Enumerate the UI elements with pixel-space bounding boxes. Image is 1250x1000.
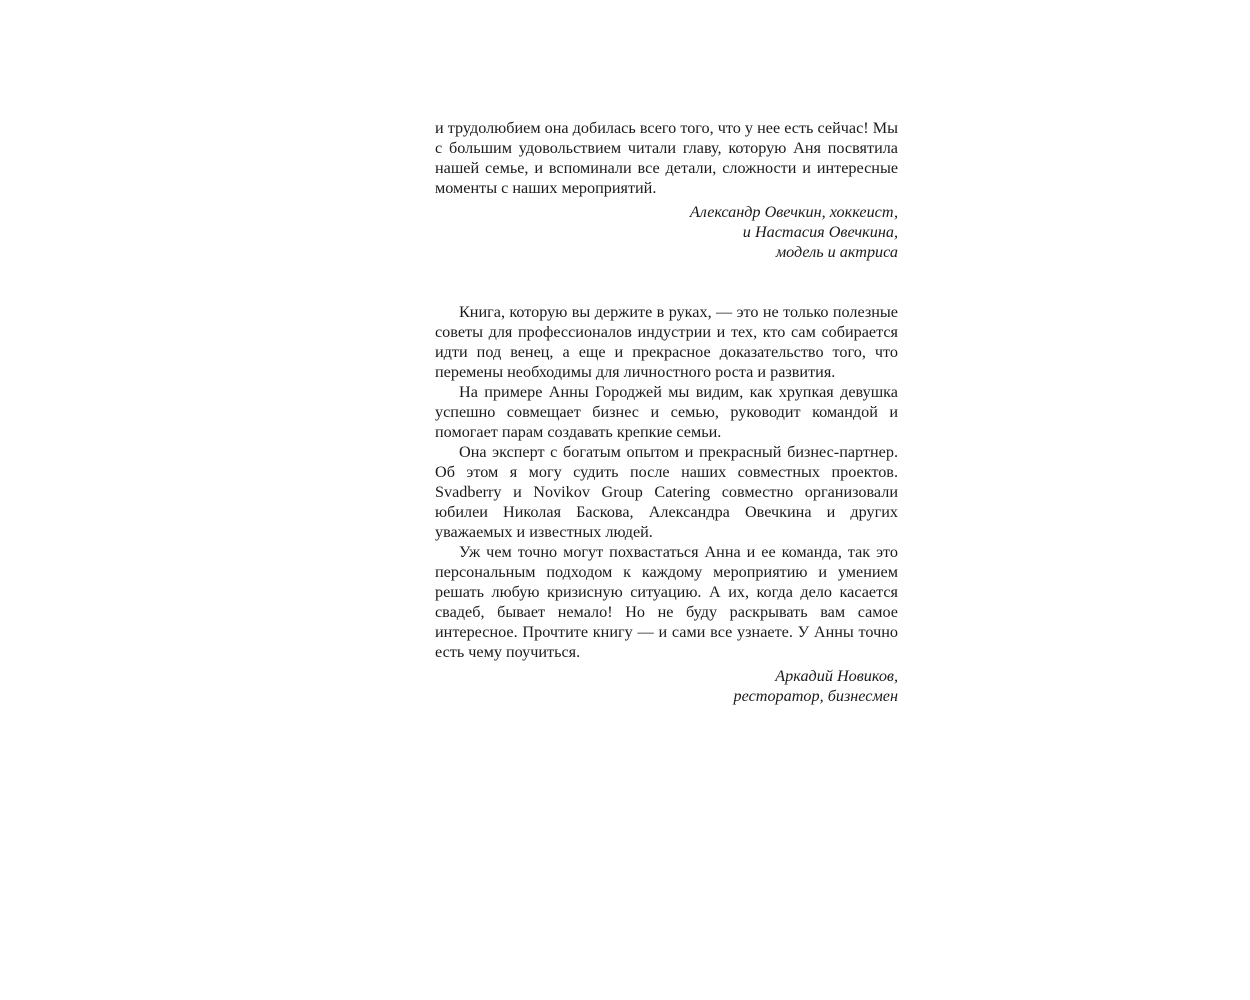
testimonial-paragraph: На примере Анны Городжей мы видим, как хрупкая девушка успешно совмещает бизнес и семью, руководит командой и помогает парам создавать крепкие семьи. [435,383,898,441]
testimonial-paragraph: Книга, которую вы держите в руках, — это не только полезные советы для профессионалов индустрии и тех, кто сам собирается идти под венец, а еще и прекрасное доказательство того, что перемены необходимы для личностного роста и развития. [435,303,898,381]
signature-line: модель и актриса [775,243,898,261]
signature-line: ресторатор, бизнесмен [733,687,898,705]
signature-line: Александр Овечкин, хоккеист, [689,203,898,221]
signature-line: Аркадий Новиков, [775,667,898,685]
testimonial-paragraph: Уж чем точно могут похвастаться Анна и ее команда, так это персональным подходом к каждому мероприятию и умением решать любую кризисную ситуацию. А их, когда дело касается свадеб, бывает немало! Но не буду раскрывать вам самое интересное. Прочтите книгу — и сами все узнаете. У Анны точно есть чему поучиться. [435,543,898,661]
testimonial-paragraph: и трудолюбием она добилась всего того, что у нее есть сейчас! Мы с большим удовольствием читали главу, которую Аня посвятила нашей семье, и вспоминали все детали, сложности и интересные моменты с наших мероприятий. [435,119,898,197]
section-spacer [435,262,898,302]
signature-line: и Настасия Овечкина, [742,223,898,241]
page-text-block [435,118,898,706]
testimonial-paragraph: Она эксперт с богатым опытом и прекрасный бизнес-партнер. Об этом я могу судить после наших совместных проектов. Svadberry и Novikov Group Catering совместно организовали юбилеи Николая Баскова, Александра Овечкина и других уважаемых и известных людей. [435,443,898,541]
